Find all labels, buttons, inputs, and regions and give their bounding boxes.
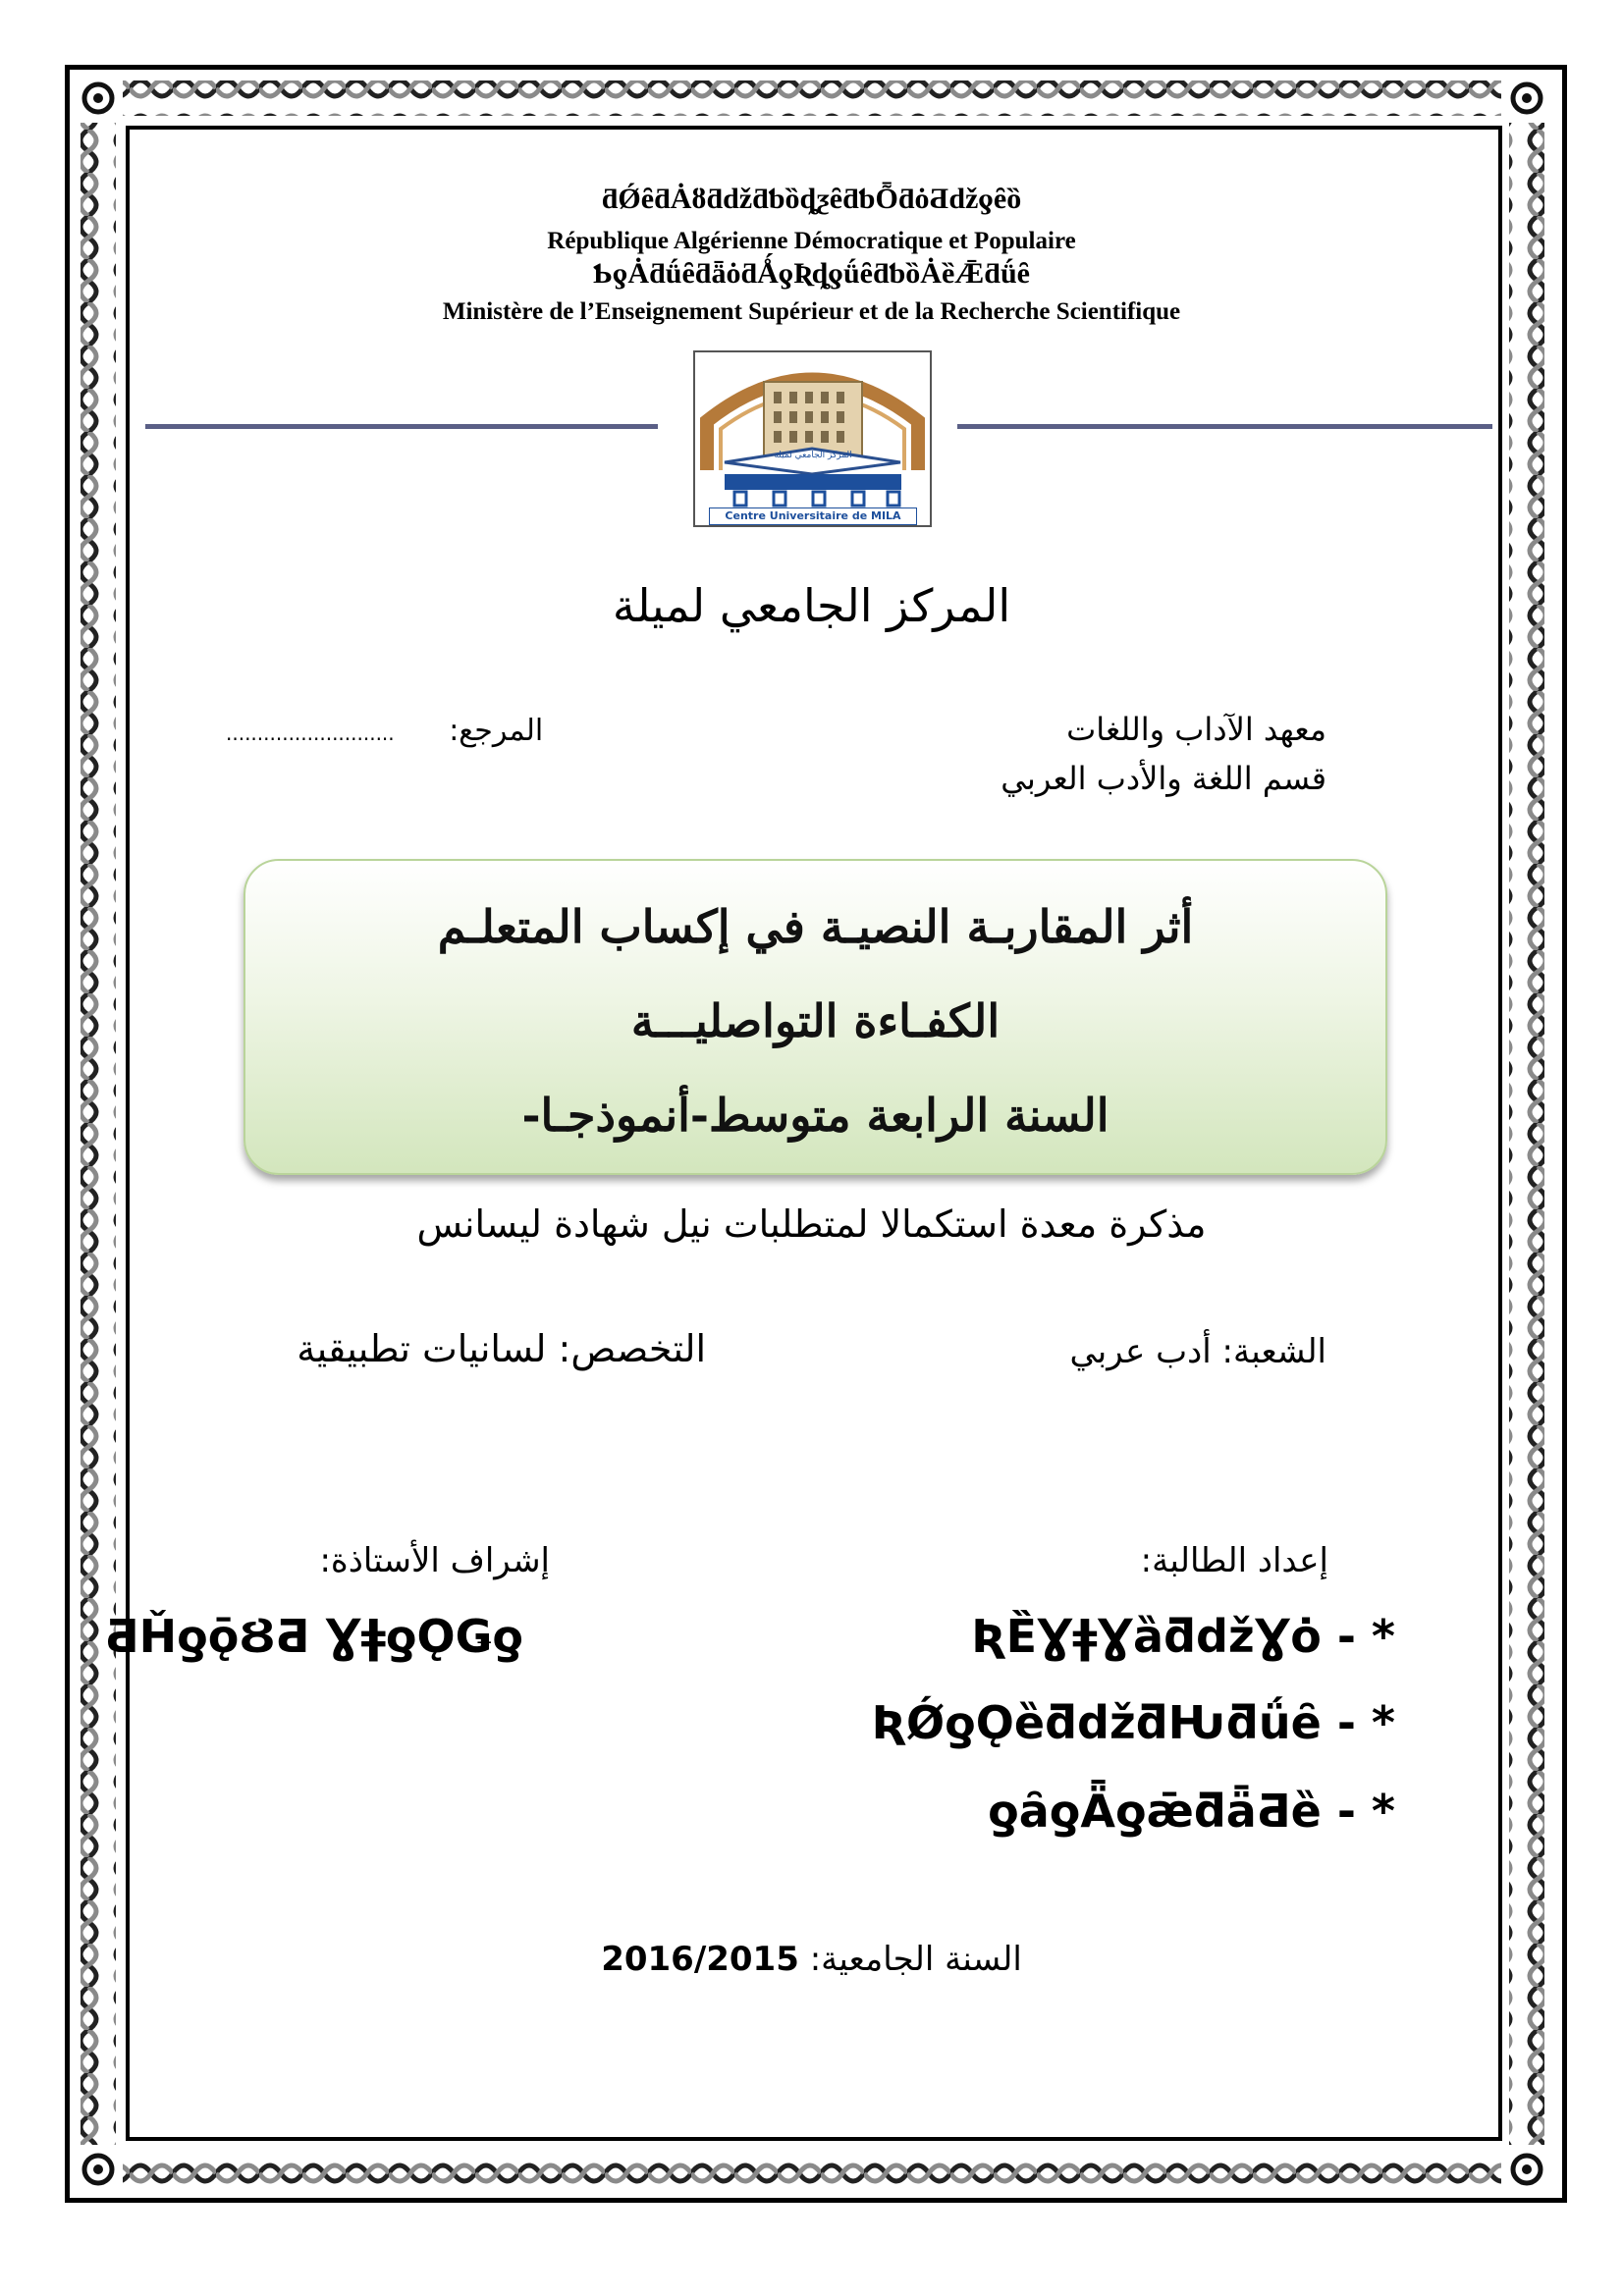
header-french-ministry: Ministère de l’Enseignement Supérieur et de la Recherche Scientifique bbox=[442, 298, 1181, 325]
branch: الشعبة: أدب عربي bbox=[1069, 1332, 1326, 1371]
academic-year-value: 2016/2015 bbox=[601, 1940, 799, 1979]
academic-year-label: السنة الجامعية: bbox=[809, 1940, 1022, 1979]
specialty: التخصص: لسانيات تطبيقية bbox=[297, 1327, 706, 1370]
reference-label: المرجع: bbox=[449, 714, 544, 748]
logo-caption: Centre Universitaire de MILA bbox=[709, 507, 917, 525]
logo-banner-text: المركز الجامعي لميلة bbox=[774, 451, 852, 460]
thesis-title-line-2: الكفـاءة التواصليـــة bbox=[630, 994, 1001, 1047]
logo-building-icon bbox=[695, 352, 930, 525]
divider-left bbox=[145, 424, 658, 429]
university-logo bbox=[693, 350, 932, 527]
memo-statement: مذكرة معدة استكمالا لمتطلبات نيل شهادة ليسانس bbox=[416, 1202, 1207, 1246]
header-arabic-republic: ƌǾȇƌȦȣƌǆƌƅȍȡƺȇƌƅȬƌȯƋǆƍȇȍ bbox=[601, 183, 1022, 215]
divider-right bbox=[957, 424, 1492, 429]
supervisor-name: ƋȞƍǭȢƋ ƔǂƍǪǤƍ bbox=[104, 1610, 523, 1663]
reference-value: ........................... bbox=[226, 721, 395, 745]
institute-name: معهد الآداب واللغات bbox=[1066, 711, 1326, 748]
academic-year bbox=[0, 1940, 1623, 1979]
thesis-title-line-1: أثر المقاربـة النصيـة في إكساب المتعلـم bbox=[437, 900, 1194, 953]
student-1: * - ƦȄƔǂƔȁƌǆƔȯ bbox=[971, 1610, 1395, 1663]
header-arabic-ministry: ƄƍȦƌǘȇƌǟȯƌǺƍƦȡƍǘȇƌƅȍȦȅǢƌǘȇ bbox=[593, 257, 1030, 290]
university-name: المركز الجامعي لميلة bbox=[612, 579, 1011, 632]
department-name: قسم اللغة والأدب العربي bbox=[1001, 760, 1326, 797]
prepared-by-label: إعداد الطالبة: bbox=[1140, 1541, 1328, 1580]
reference bbox=[226, 714, 543, 748]
header-french-republic: République Algérienne Démocratique et Populaire bbox=[547, 228, 1076, 254]
thesis-title-box bbox=[243, 859, 1387, 1175]
student-2: * - ƦǾƍǪȅƌǆƌǶƌǘȇ bbox=[871, 1696, 1395, 1749]
student-3: * - ƍȃƍǞƍǣƌǟƋȅ bbox=[988, 1785, 1395, 1838]
thesis-title-line-3: السنة الرابعة متوسط-أنموذجـا- bbox=[521, 1089, 1109, 1142]
supervisor-label: إشراف الأستاذة: bbox=[319, 1541, 550, 1580]
